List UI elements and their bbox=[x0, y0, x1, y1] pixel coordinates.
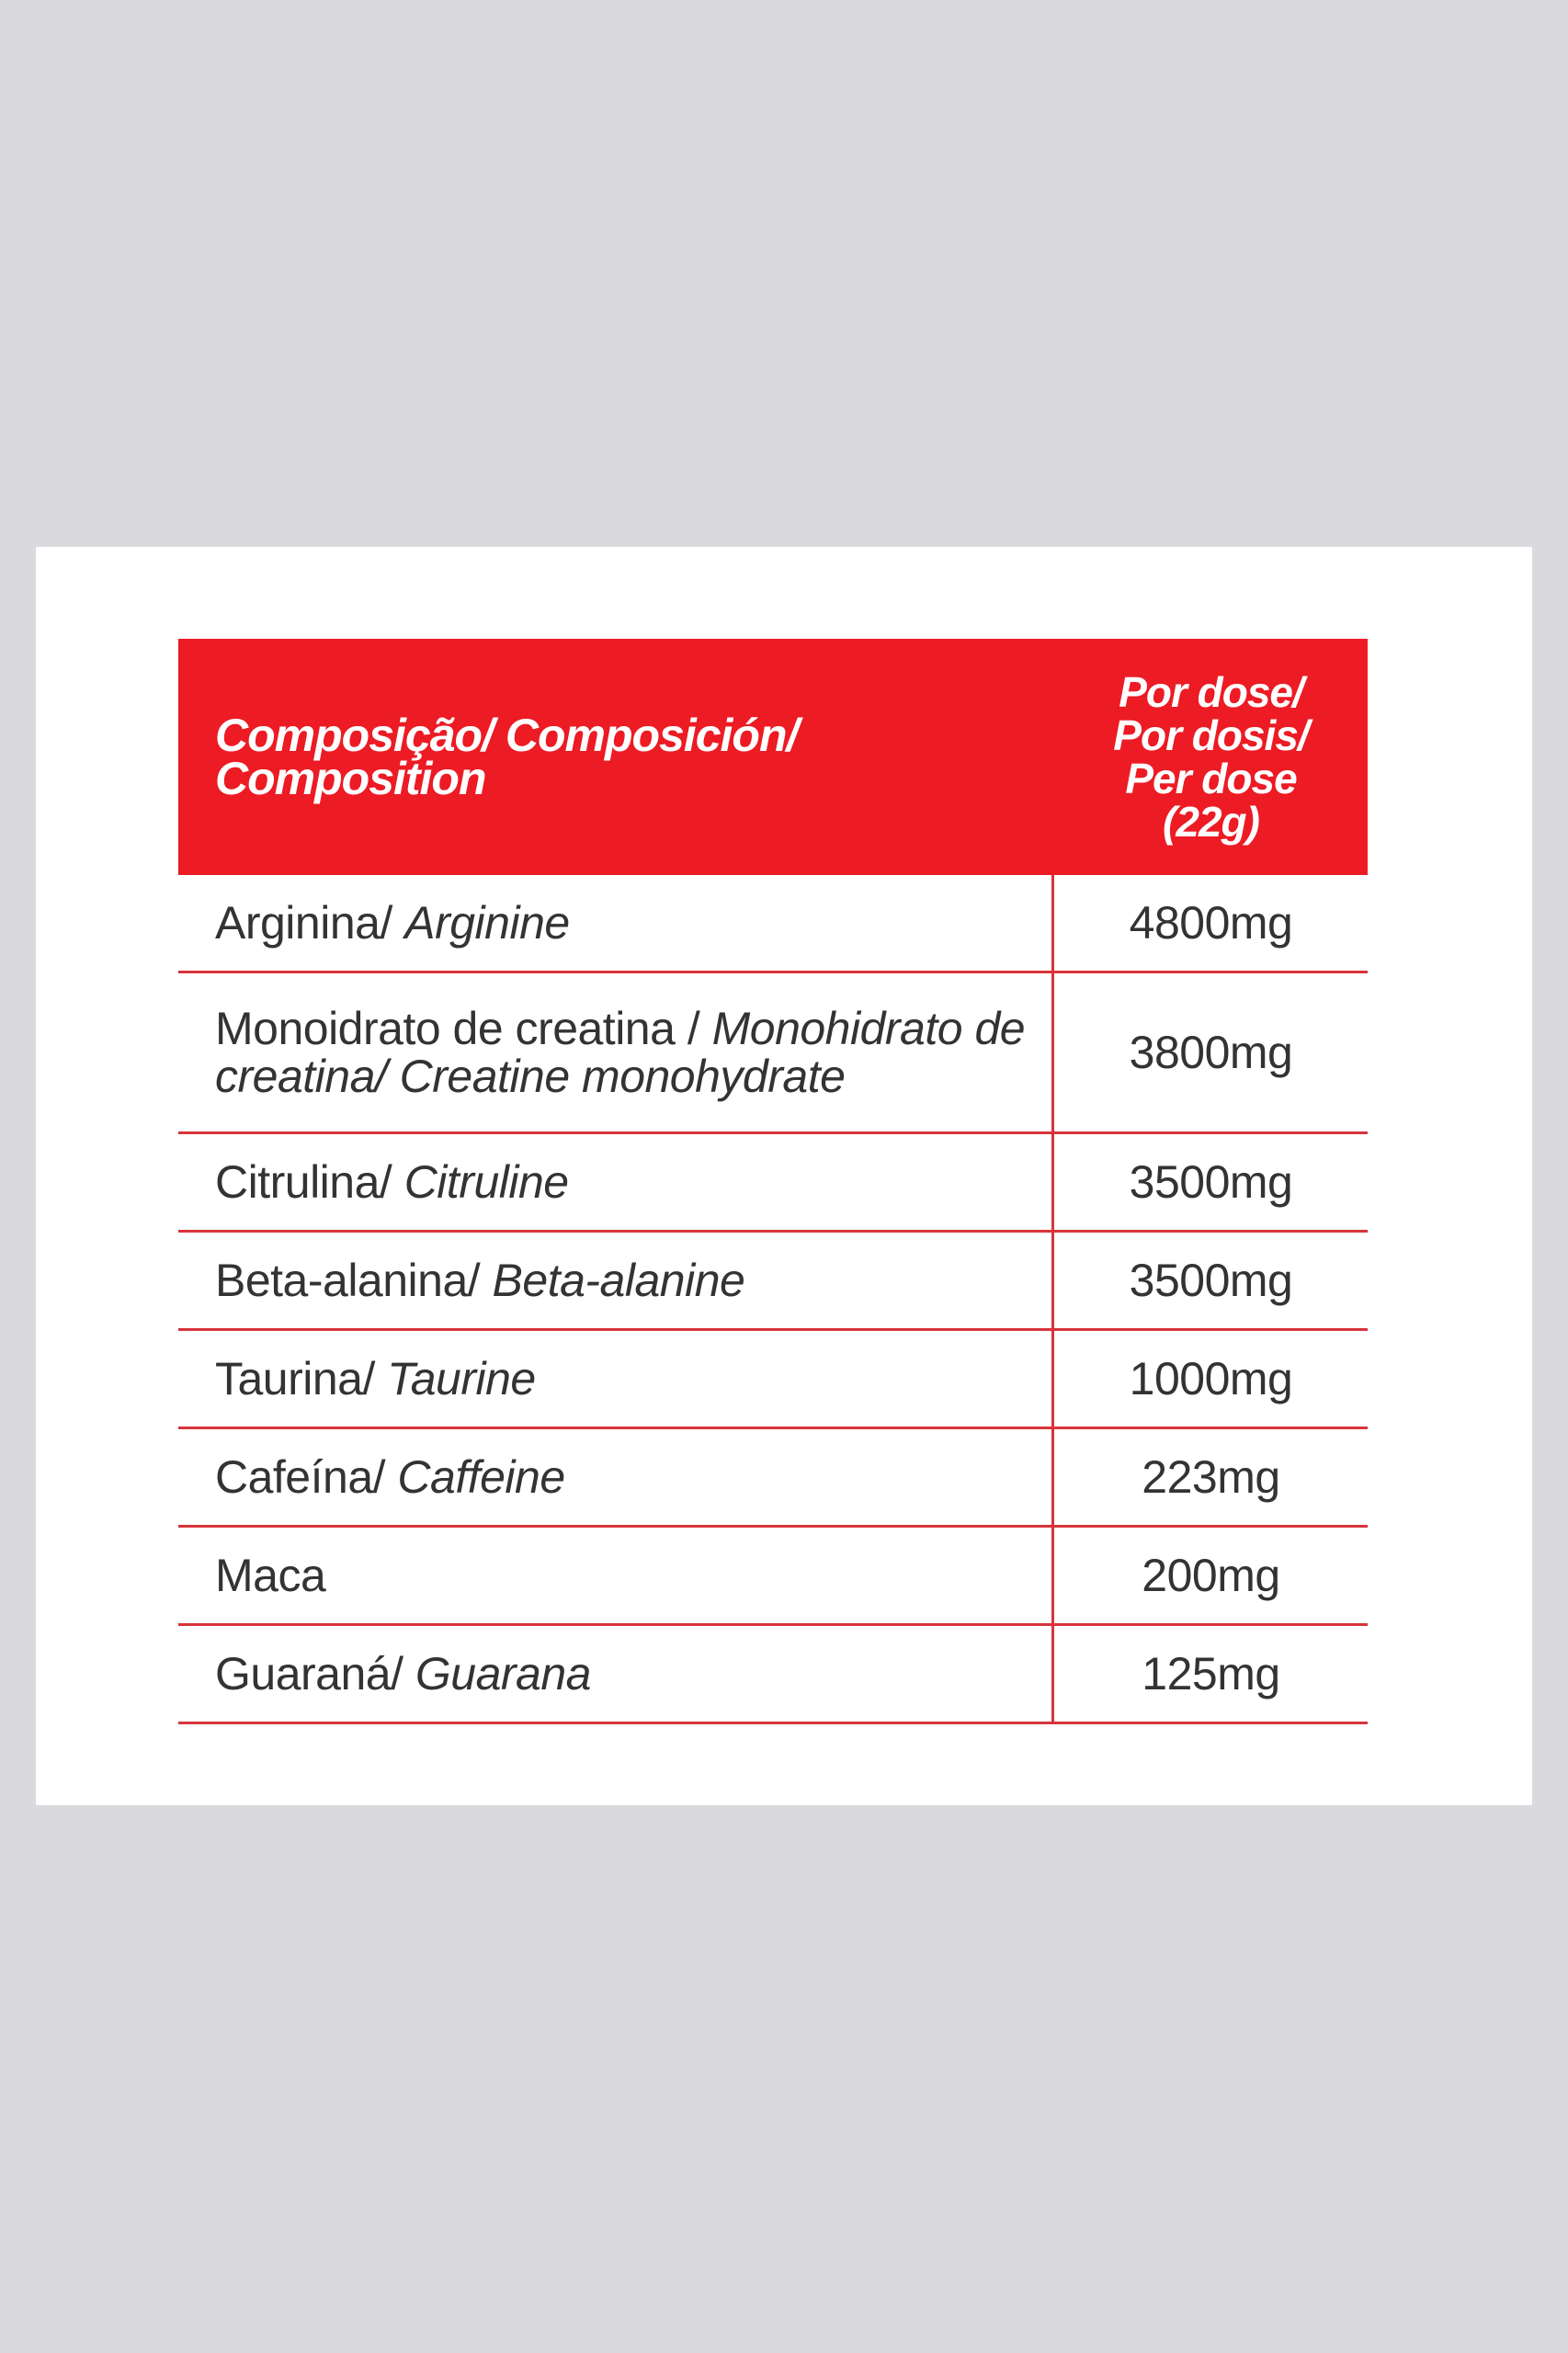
dose-cell: 3500mg bbox=[1129, 1156, 1293, 1208]
ingredient-cell bbox=[178, 1331, 1054, 1427]
ingredient-cell bbox=[178, 973, 1054, 1131]
ingredient-cell bbox=[178, 1429, 1054, 1525]
dose-cell: 223mg bbox=[1142, 1451, 1280, 1503]
dose-cell: 3800mg bbox=[1129, 1027, 1293, 1078]
ingredient-cell bbox=[178, 1528, 1054, 1623]
composition-table bbox=[178, 639, 1368, 1724]
header-dose-line4: (22g) bbox=[1163, 797, 1259, 846]
table-header bbox=[178, 639, 1368, 875]
header-dose-line3: Per dose bbox=[1125, 754, 1297, 802]
table-row-citruline bbox=[178, 1134, 1368, 1233]
header-dose-line1: Por dose/ bbox=[1119, 667, 1303, 716]
ingredient-name-en: Taurine bbox=[387, 1353, 536, 1404]
ingredient-cell bbox=[178, 1626, 1054, 1722]
table-row-maca bbox=[178, 1528, 1368, 1626]
table-row-creatine bbox=[178, 973, 1368, 1134]
dose-cell: 1000mg bbox=[1129, 1353, 1293, 1404]
ingredient-name-en: Citruline bbox=[403, 1156, 569, 1208]
ingredient-name-pt: Guaraná/ bbox=[215, 1648, 415, 1699]
ingredient-name-es-en-part2: creatina/ Creatine monohydrate bbox=[215, 1051, 846, 1102]
ingredient-cell bbox=[178, 1134, 1054, 1230]
ingredient-name-en: Guarana bbox=[415, 1648, 591, 1699]
ingredient-name-pt: Cafeína/ bbox=[215, 1451, 398, 1503]
dose-cell: 125mg bbox=[1142, 1648, 1280, 1699]
ingredient-name-pt: Maca bbox=[215, 1550, 326, 1601]
header-dose bbox=[1054, 639, 1368, 875]
ingredient-name-es-part1: Monohidrato de bbox=[711, 1003, 1026, 1054]
table-row-taurine bbox=[178, 1331, 1368, 1429]
header-composition-line1: Composição/ Composición/ bbox=[215, 709, 799, 761]
ingredient-cell bbox=[178, 1233, 1054, 1328]
table-row-guarana bbox=[178, 1626, 1368, 1724]
ingredient-cell bbox=[178, 875, 1054, 971]
ingredient-name-pt: Citrulina/ bbox=[215, 1156, 404, 1208]
ingredient-name-pt: Monoidrato de creatina / bbox=[215, 1003, 712, 1054]
header-composition-line2: Composition bbox=[215, 752, 486, 804]
ingredient-name-en: Beta-alanine bbox=[492, 1255, 745, 1306]
table-row-arginine bbox=[178, 875, 1368, 973]
ingredient-name-pt: Arginina/ bbox=[215, 897, 405, 949]
ingredient-name-en: Arginine bbox=[404, 897, 570, 949]
ingredient-name-pt: Taurina/ bbox=[215, 1353, 388, 1404]
ingredient-name-en: Caffeine bbox=[397, 1451, 565, 1503]
dose-cell: 4800mg bbox=[1129, 897, 1293, 949]
table-row-beta-alanine bbox=[178, 1233, 1368, 1331]
header-dose-line2: Por dosis/ bbox=[1113, 710, 1309, 759]
ingredient-name-pt: Beta-alanina/ bbox=[215, 1255, 493, 1306]
dose-cell: 200mg bbox=[1142, 1550, 1280, 1601]
table-row-caffeine bbox=[178, 1429, 1368, 1528]
header-composition bbox=[178, 639, 1054, 875]
composition-card bbox=[36, 547, 1532, 1805]
dose-cell: 3500mg bbox=[1129, 1255, 1293, 1306]
